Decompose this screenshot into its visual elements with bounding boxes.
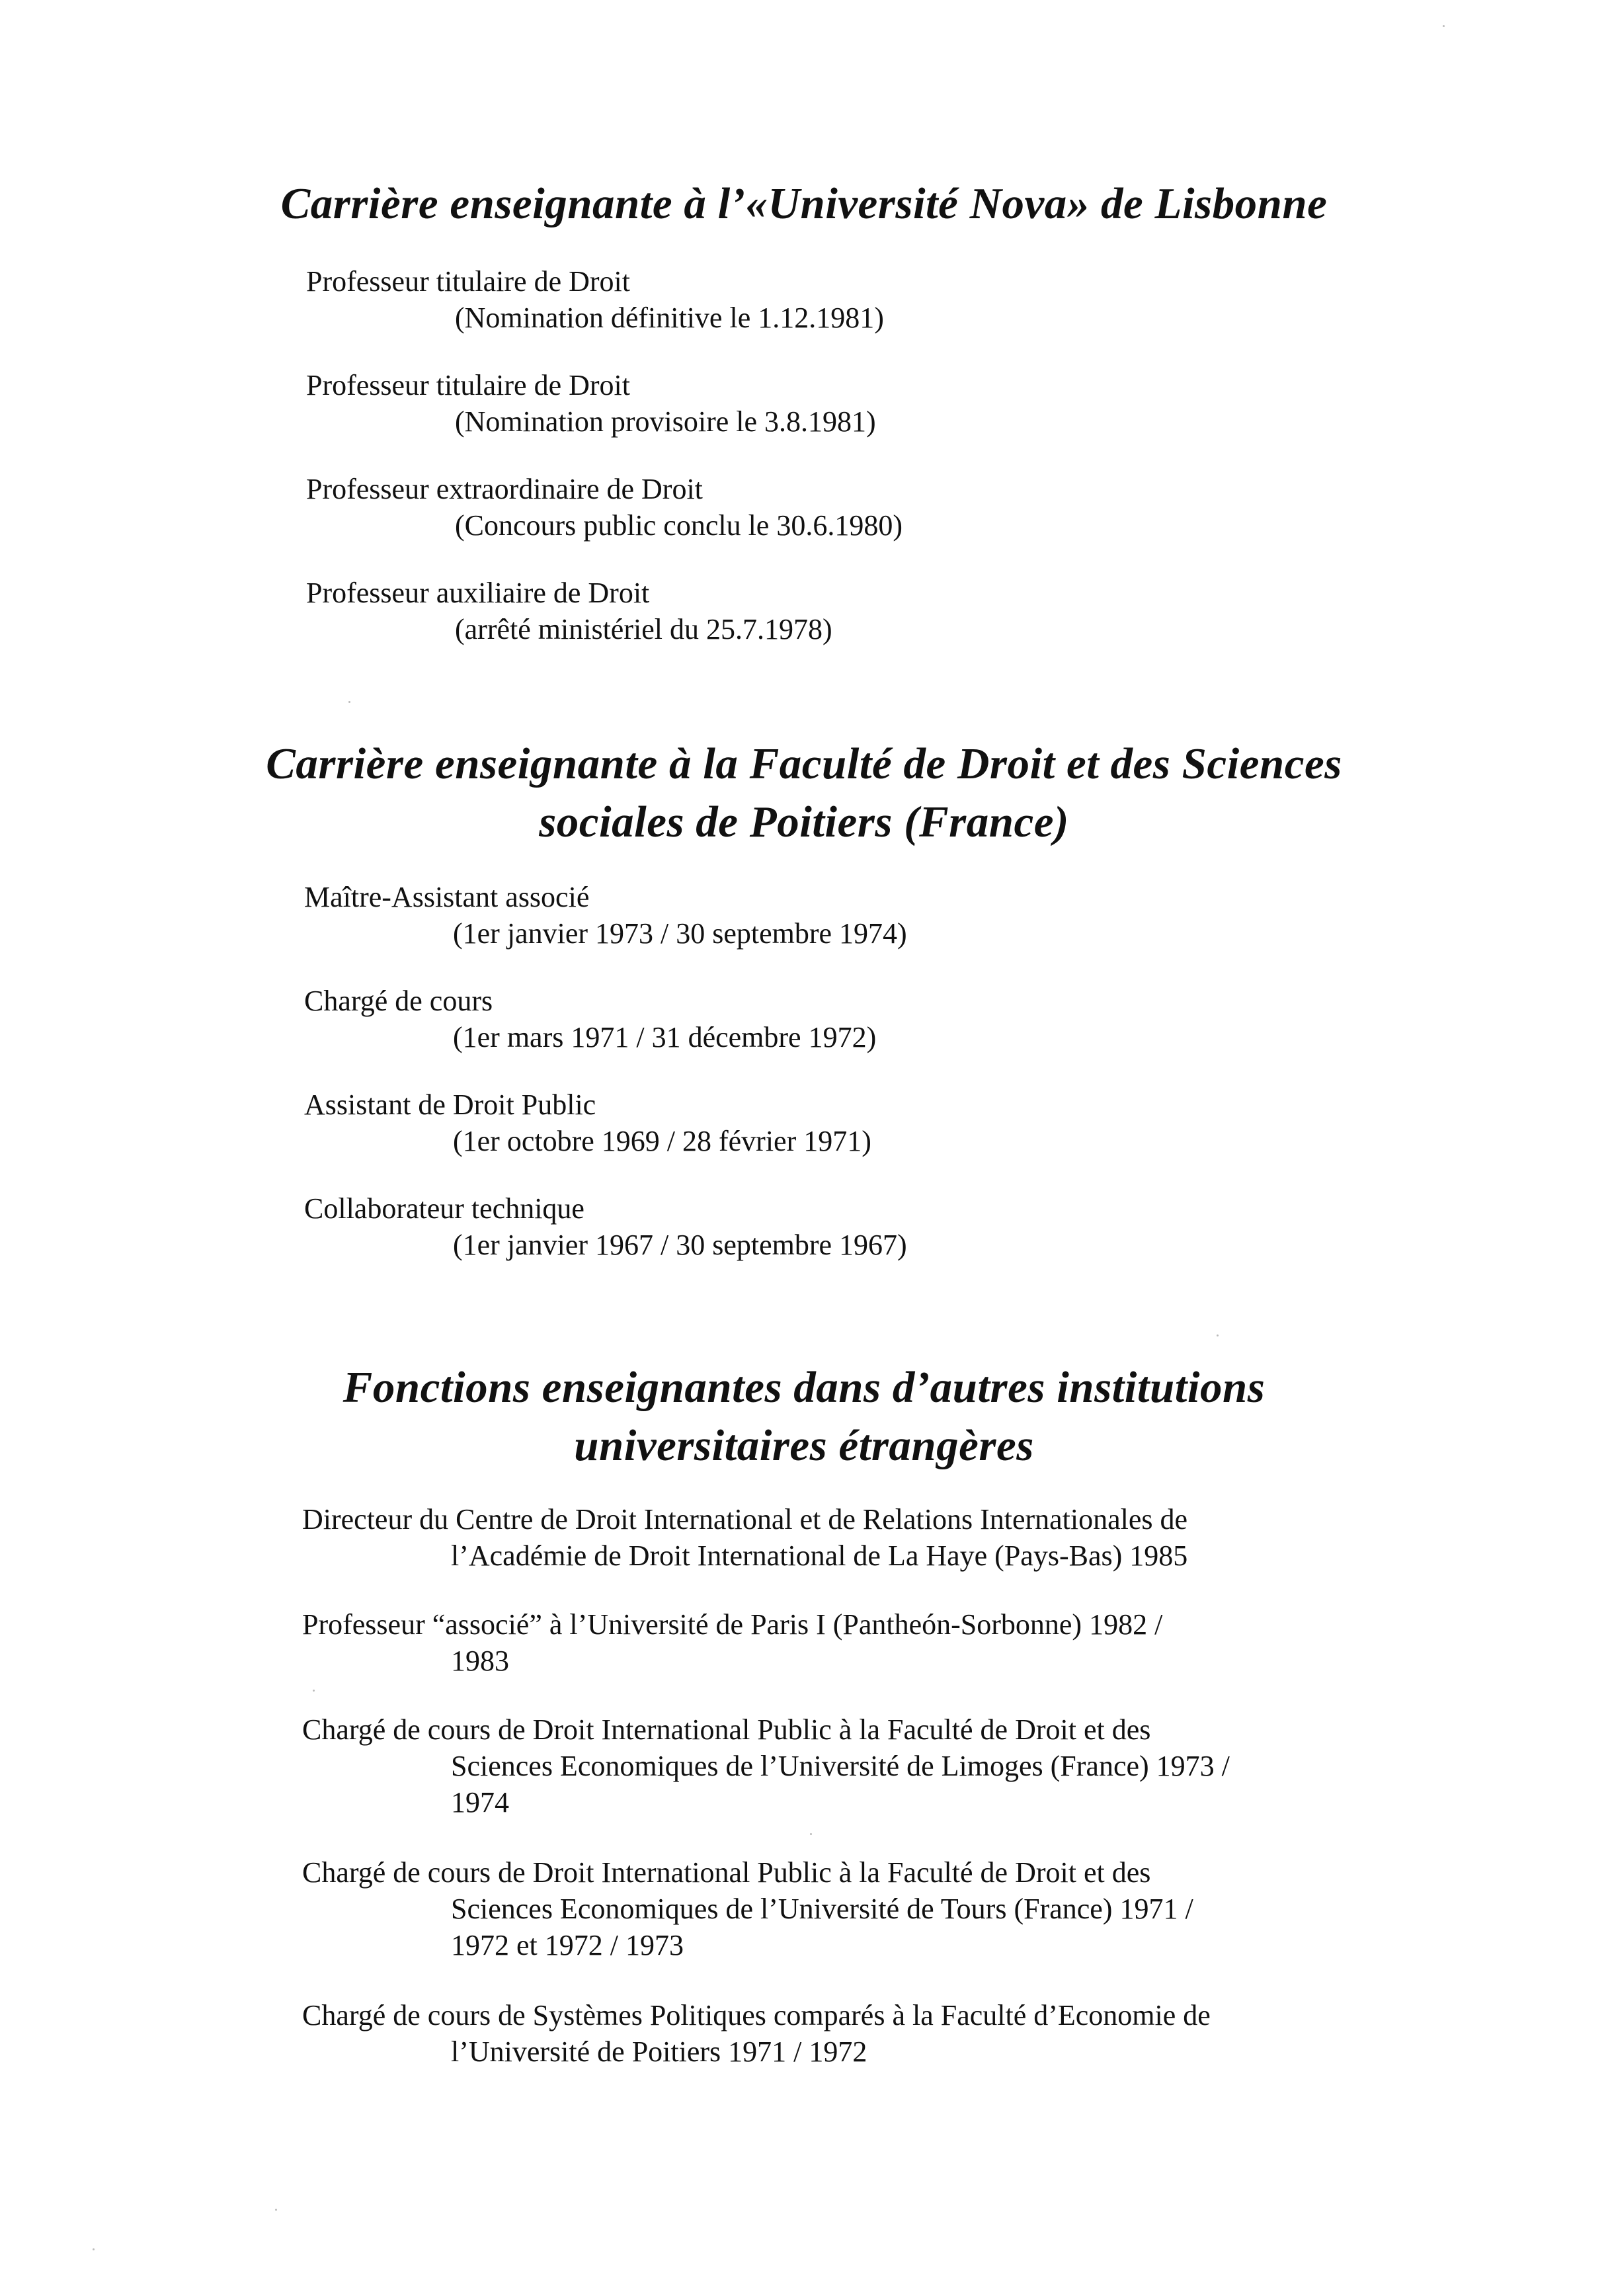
entry-title: Chargé de cours — [304, 985, 493, 1017]
entry-foreign-5 — [302, 1997, 1211, 2070]
section-heading-foreign-line2: universitaires étrangères — [574, 1421, 1034, 1470]
entry-detail: (1er mars 1971 / 31 décembre 1972) — [453, 1021, 877, 1053]
entry-title: Directeur du Centre de Droit International et de Relations Internationales de — [302, 1503, 1188, 1536]
entry-title: Maître-Assistant associé — [304, 881, 590, 913]
entry-poitiers-2 — [304, 983, 876, 1055]
section-heading-nova: Carrière enseignante à l’«Université Nova» de Lisbonne — [280, 179, 1328, 228]
entry-title: Chargé de cours de Droit International Public à la Faculté de Droit et des — [302, 1713, 1151, 1746]
entry-detail: (1er janvier 1967 / 30 septembre 1967) — [453, 1229, 907, 1261]
entry-title: Professeur titulaire de Droit — [306, 265, 630, 298]
entry-nova-2 — [306, 367, 876, 440]
entry-detail: (arrêté ministériel du 25.7.1978) — [455, 613, 832, 645]
scan-speck — [1217, 1334, 1219, 1336]
entry-continuation: Sciences Economiques de l’Université de Tours (France) 1971 / — [451, 1893, 1193, 1925]
entry-continuation: 1974 — [451, 1786, 509, 1819]
entry-foreign-3 — [302, 1711, 1230, 1821]
section-heading-poitiers-line1: Carrière enseignante à la Faculté de Droit et des Sciences — [266, 739, 1342, 788]
entry-nova-3 — [306, 471, 903, 544]
entry-detail: (Nomination provisoire le 3.8.1981) — [455, 405, 876, 438]
entry-title: Chargé de cours de Droit International Public à la Faculté de Droit et des — [302, 1856, 1151, 1889]
entry-detail: (1er janvier 1973 / 30 septembre 1974) — [453, 917, 907, 950]
scan-speck — [810, 1833, 812, 1835]
scan-speck — [348, 701, 350, 703]
section-heading-poitiers-line2: sociales de Poitiers (France) — [539, 798, 1069, 846]
entry-foreign-4 — [302, 1854, 1193, 1963]
entry-detail: (1er octobre 1969 / 28 février 1971) — [453, 1125, 871, 1157]
entry-title: Professeur “associé” à l’Université de Paris I (Pantheón-Sorbonne) 1982 / — [302, 1608, 1163, 1641]
entry-foreign-2 — [302, 1606, 1162, 1679]
entry-continuation: l’Académie de Droit International de La Haye (Pays-Bas) 1985 — [451, 1539, 1188, 1572]
entry-nova-4 — [306, 575, 832, 647]
entry-title: Professeur titulaire de Droit — [306, 369, 630, 401]
entry-nova-1 — [306, 263, 884, 336]
section-heading-foreign-line1: Fonctions enseignantes dans d’autres institutions — [342, 1363, 1266, 1412]
entry-continuation: l’Université de Poitiers 1971 / 1972 — [451, 2035, 867, 2068]
entry-poitiers-3 — [304, 1086, 871, 1159]
scan-speck — [275, 2209, 277, 2211]
entry-continuation: Sciences Economiques de l’Université de Limoges (France) 1973 / — [451, 1750, 1230, 1782]
entry-title: Chargé de cours de Systèmes Politiques comparés à la Faculté d’Economie de — [302, 1999, 1211, 2031]
entry-title: Professeur extraordinaire de Droit — [306, 473, 703, 505]
entry-title: Professeur auxiliaire de Droit — [306, 577, 650, 609]
entry-foreign-1 — [302, 1501, 1187, 1574]
entry-continuation: 1972 et 1972 / 1973 — [451, 1929, 684, 1961]
entry-poitiers-1 — [304, 879, 907, 952]
scan-speck — [93, 2248, 95, 2250]
entry-detail: (Concours public conclu le 30.6.1980) — [455, 509, 903, 542]
entry-title: Assistant de Droit Public — [304, 1088, 596, 1121]
entry-detail: (Nomination définitive le 1.12.1981) — [455, 302, 884, 334]
entry-continuation: 1983 — [451, 1645, 509, 1677]
scan-speck — [313, 1690, 315, 1692]
scan-speck — [1443, 25, 1445, 27]
entry-poitiers-4 — [304, 1190, 907, 1263]
entry-title: Collaborateur technique — [304, 1192, 584, 1225]
